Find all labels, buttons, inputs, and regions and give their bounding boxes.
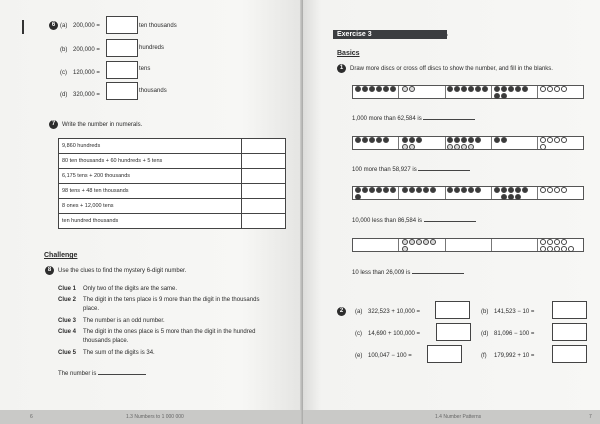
disc-icon xyxy=(355,194,361,200)
q7-row-6-text: ten hundred thousands xyxy=(59,214,242,229)
q2e-answer-box[interactable] xyxy=(427,345,462,363)
clue-label: Clue 5 xyxy=(58,350,77,356)
disc-icon xyxy=(468,137,474,143)
q6a-lhs: 200,000 = xyxy=(73,23,100,29)
q2a-answer-box[interactable] xyxy=(435,301,470,319)
disc-icon xyxy=(402,187,408,193)
clue-label: Clue 2 xyxy=(58,297,77,303)
q2a-label: (a) xyxy=(355,309,363,315)
disc-icon xyxy=(501,187,507,193)
q7-row-5-text: 8 ones + 12,000 tens xyxy=(59,199,242,214)
q6b-label: (b) xyxy=(60,47,68,53)
disc-icon xyxy=(423,187,429,193)
q7-row-2-answer[interactable] xyxy=(242,154,286,169)
q2e-expr: 100,047 − 100 = xyxy=(368,353,412,359)
q6c-label: (c) xyxy=(60,70,67,76)
disc-icon xyxy=(447,137,453,143)
disc-icon xyxy=(540,137,546,143)
q6c-lhs: 120,000 = xyxy=(73,70,100,76)
disc-icon xyxy=(494,137,500,143)
disc-icon xyxy=(547,246,553,252)
disc-icon xyxy=(554,246,560,252)
disc-icon xyxy=(547,137,553,143)
q2b-label: (b) xyxy=(481,309,489,315)
disc-icon xyxy=(468,144,474,150)
q1d-text: 10 less than 26,009 is xyxy=(352,270,411,276)
disc-icon xyxy=(501,93,507,99)
clue-label: Clue 4 xyxy=(58,329,77,335)
disc-icon xyxy=(390,86,396,92)
q2d-label: (d) xyxy=(481,331,489,337)
q1c-text: 10,000 less than 86,584 is xyxy=(352,218,423,224)
disc-icon xyxy=(568,246,574,252)
disc-icon xyxy=(515,86,521,92)
disc-icon xyxy=(508,194,514,200)
exercise-title: Exercise 3 xyxy=(333,30,447,39)
challenge-answer-blank[interactable] xyxy=(98,374,146,375)
right-footer-text: 1.4 Number Patterns xyxy=(435,414,482,420)
disc-icon xyxy=(475,137,481,143)
q2d-expr: 81,096 − 100 = xyxy=(494,331,535,337)
disc-icon xyxy=(475,187,481,193)
q1-instruction: Draw more discs or cross off discs to show the number, and fill in the blanks. xyxy=(350,66,553,72)
disc-icon xyxy=(461,187,467,193)
disc-icon xyxy=(540,86,546,92)
q6d-answer-box[interactable] xyxy=(106,82,138,100)
q6a-answer-box[interactable] xyxy=(106,16,138,34)
disc-icon xyxy=(447,144,453,150)
clue-label: Clue 1 xyxy=(58,286,77,292)
disc-icon xyxy=(561,137,567,143)
clue-text: Only two of the digits are the same. xyxy=(83,286,178,292)
disc-icon xyxy=(409,86,415,92)
question-number-2: 2 xyxy=(337,307,346,316)
disc-icon xyxy=(402,246,408,252)
disc-icon xyxy=(554,187,560,193)
q7-table xyxy=(58,138,286,229)
left-footer xyxy=(0,410,303,424)
clue-text: The digit in the tens place is 9 more than the digit in the thousands xyxy=(83,297,260,303)
disc-icon xyxy=(461,137,467,143)
q7-row-4-text: 98 tens + 48 ten thousands xyxy=(59,184,242,199)
q6b-lhs: 200,000 = xyxy=(73,47,100,53)
q7-row-4-answer[interactable] xyxy=(242,184,286,199)
q1b-blank[interactable] xyxy=(418,170,470,171)
disc-icon xyxy=(362,137,368,143)
disc-icon xyxy=(508,187,514,193)
disc-icon xyxy=(547,239,553,245)
clue-text: The sum of the digits is 34. xyxy=(83,350,155,356)
basics-heading: Basics xyxy=(337,50,360,57)
q7-row-2-text: 80 ten thousands + 60 hundreds + 5 tens xyxy=(59,154,242,169)
disc-icon xyxy=(522,187,528,193)
q7-row-1-answer[interactable] xyxy=(242,139,286,154)
left-footer-text: 1.3 Numbers to 1 000 000 xyxy=(126,414,184,420)
disc-icon xyxy=(561,86,567,92)
disc-icon xyxy=(383,86,389,92)
q2f-answer-box[interactable] xyxy=(552,345,587,363)
disc-icon xyxy=(515,194,521,200)
q2c-answer-box[interactable] xyxy=(436,323,471,341)
disc-icon xyxy=(369,137,375,143)
disc-icon xyxy=(461,86,467,92)
disc-icon xyxy=(376,137,382,143)
challenge-answer-line xyxy=(58,371,146,377)
question-number-7: 7 xyxy=(49,120,58,129)
disc-icon xyxy=(355,137,361,143)
disc-icon xyxy=(430,187,436,193)
disc-icon xyxy=(482,86,488,92)
q7-row-3-text: 6,175 tens + 200 thousands xyxy=(59,169,242,184)
disc-icon xyxy=(501,194,507,200)
q1d-blank[interactable] xyxy=(412,273,464,274)
disc-icon xyxy=(355,187,361,193)
q1a-statement xyxy=(352,116,475,122)
table-row xyxy=(59,199,286,214)
q7-row-3-answer[interactable] xyxy=(242,169,286,184)
disc-icon xyxy=(540,239,546,245)
disc-icon xyxy=(376,187,382,193)
q7-row-1-text: 9,860 hundreds xyxy=(59,139,242,154)
q2a-expr: 322,523 + 10,000 = xyxy=(368,309,421,315)
q2f-expr: 179,992 + 10 = xyxy=(494,353,535,359)
disc-icon xyxy=(430,239,436,245)
disc-icon xyxy=(547,187,553,193)
disc-icon xyxy=(402,144,408,150)
disc-icon xyxy=(409,137,415,143)
disc-icon xyxy=(540,187,546,193)
disc-icon xyxy=(475,86,481,92)
clue-text: thousands place. xyxy=(83,338,129,344)
disc-icon xyxy=(561,187,567,193)
disc-icon xyxy=(402,137,408,143)
table-row xyxy=(59,154,286,169)
table-row xyxy=(59,214,286,229)
disc-icon xyxy=(561,246,567,252)
disc-icon xyxy=(355,86,361,92)
q6a-unit: ten thousands xyxy=(139,23,177,29)
disc-icon xyxy=(515,187,521,193)
disc-icon xyxy=(540,246,546,252)
disc-icon xyxy=(501,137,507,143)
disc-icon xyxy=(561,239,567,245)
q1b-statement xyxy=(352,167,470,173)
disc-icon xyxy=(554,239,560,245)
disc-icon xyxy=(494,86,500,92)
q1c-statement xyxy=(352,218,476,224)
q7-instruction: Write the number in numerals. xyxy=(62,122,143,128)
disc-icon xyxy=(522,86,528,92)
disc-icon xyxy=(461,144,467,150)
q2b-answer-box[interactable] xyxy=(552,301,587,319)
disc-icon xyxy=(369,86,375,92)
disc-icon xyxy=(409,239,415,245)
q2c-expr: 14,690 + 100,000 = xyxy=(368,331,421,337)
disc-icon xyxy=(447,86,453,92)
right-page-number: 7 xyxy=(589,414,592,420)
disc-icon xyxy=(416,187,422,193)
disc-icon xyxy=(423,239,429,245)
disc-icon xyxy=(501,86,507,92)
q1c-blank[interactable] xyxy=(424,221,476,222)
table-row xyxy=(59,139,286,154)
disc-icon xyxy=(554,86,560,92)
q2f-label: (f) xyxy=(481,353,487,359)
clue-text: place. xyxy=(83,306,100,312)
disc-icon xyxy=(402,86,408,92)
question-number-8: 8 xyxy=(45,266,54,275)
disc-icon xyxy=(369,187,375,193)
disc-icon xyxy=(468,187,474,193)
right-footer xyxy=(303,410,600,424)
disc-icon xyxy=(409,144,415,150)
disc-icon xyxy=(547,86,553,92)
disc-icon xyxy=(454,86,460,92)
disc-icon xyxy=(376,86,382,92)
challenge-answer-prefix: The number is xyxy=(58,371,97,377)
disc-icon xyxy=(390,187,396,193)
disc-icon xyxy=(416,239,422,245)
challenge-instruction: Use the clues to find the mystery 6-digit number. xyxy=(58,268,187,274)
clue-label: Clue 3 xyxy=(58,318,77,324)
q7-row-6-answer[interactable] xyxy=(242,214,286,229)
q6a-label: (a) xyxy=(60,23,68,29)
left-page-number: 6 xyxy=(30,414,33,420)
q1a-text: 1,000 more than 62,584 is xyxy=(352,116,422,122)
q2b-expr: 141,523 − 10 = xyxy=(494,309,535,315)
disc-icon xyxy=(454,144,460,150)
q1b-text: 100 more than 58,927 is xyxy=(352,167,417,173)
q6d-lhs: 320,000 = xyxy=(73,92,100,98)
q2e-label: (e) xyxy=(355,353,363,359)
disc-icon xyxy=(402,239,408,245)
table-row xyxy=(59,184,286,199)
clue-text: The number is an odd number. xyxy=(83,318,165,324)
margin-mark xyxy=(22,20,24,34)
q6d-label: (d) xyxy=(60,92,68,98)
q6b-answer-box[interactable] xyxy=(106,39,138,57)
disc-icon xyxy=(540,144,546,150)
disc-icon xyxy=(416,137,422,143)
clue-text: The digit in the ones place is 5 more than the digit in the hundred xyxy=(83,329,256,335)
q6c-unit: tens xyxy=(139,66,151,72)
q6c-answer-box[interactable] xyxy=(106,61,138,79)
right-page xyxy=(303,0,600,424)
disc-icon xyxy=(468,86,474,92)
disc-icon xyxy=(383,137,389,143)
q2d-answer-box[interactable] xyxy=(552,323,587,341)
challenge-heading: Challenge xyxy=(44,252,78,259)
disc-icon xyxy=(454,137,460,143)
q6b-unit: hundreds xyxy=(139,45,165,51)
q1a-blank[interactable] xyxy=(423,119,475,120)
q2c-label: (c) xyxy=(355,331,362,337)
q6d-unit: thousands xyxy=(139,88,167,94)
disc-icon xyxy=(447,187,453,193)
disc-icon xyxy=(494,187,500,193)
disc-icon xyxy=(362,86,368,92)
disc-icon xyxy=(362,187,368,193)
question-number-1: 1 xyxy=(337,64,346,73)
exercise-arrow-icon xyxy=(443,31,448,39)
question-number-6: 6 xyxy=(49,21,58,30)
table-row xyxy=(59,169,286,184)
disc-icon xyxy=(508,86,514,92)
disc-icon xyxy=(454,187,460,193)
q1d-statement xyxy=(352,270,464,276)
disc-icon xyxy=(554,137,560,143)
q7-row-5-answer[interactable] xyxy=(242,199,286,214)
disc-icon xyxy=(494,93,500,99)
disc-icon xyxy=(383,187,389,193)
disc-icon xyxy=(409,187,415,193)
